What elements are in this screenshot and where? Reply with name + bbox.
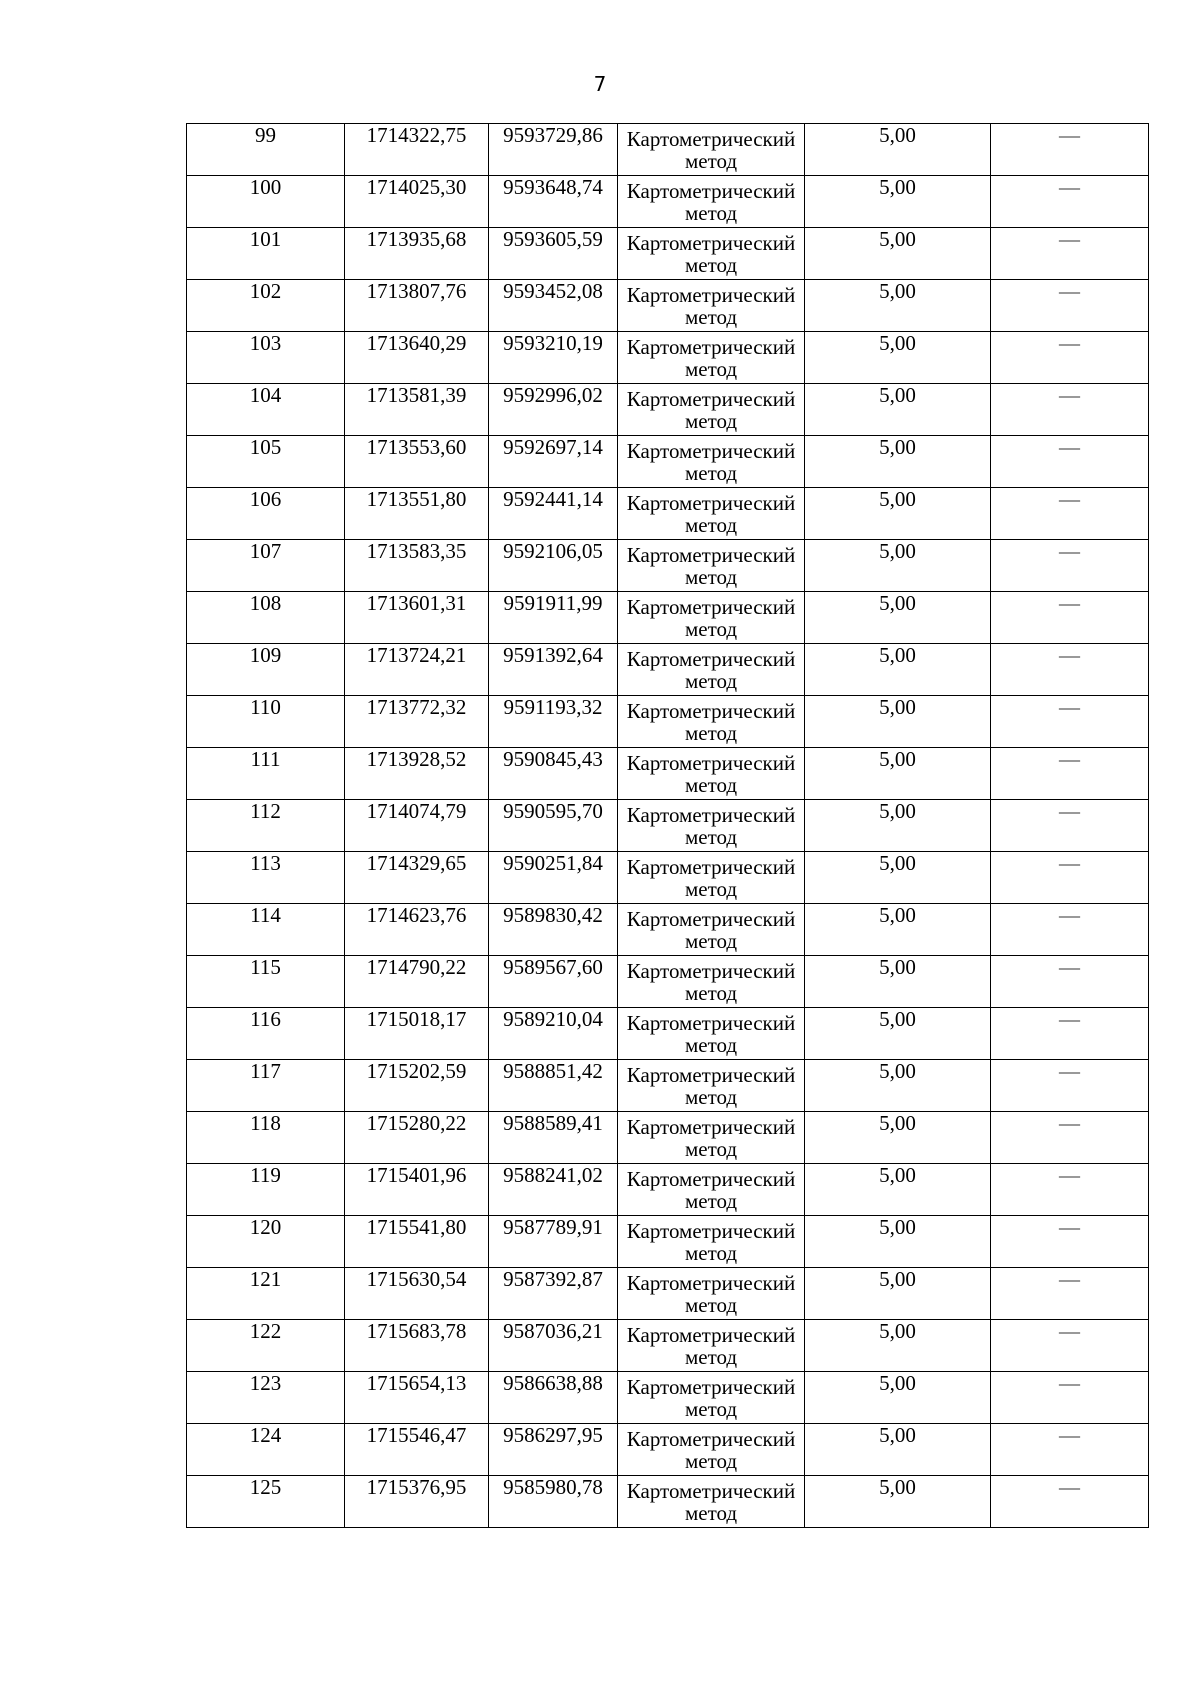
method-cell: Картометрический метод: [618, 1216, 805, 1268]
description-cell: —: [991, 1372, 1149, 1424]
x-coordinate-cell: 1713551,80: [345, 488, 489, 540]
point-number-cell: 118: [187, 1112, 345, 1164]
point-number-cell: 108: [187, 592, 345, 644]
x-coordinate-cell: 1713928,52: [345, 748, 489, 800]
description-cell: —: [991, 748, 1149, 800]
table-row: [187, 228, 1149, 280]
table-row: [187, 176, 1149, 228]
point-number-cell: 112: [187, 800, 345, 852]
x-coordinate-cell: 1713772,32: [345, 696, 489, 748]
accuracy-cell: 5,00: [805, 1164, 991, 1216]
y-coordinate-cell: 9589567,60: [489, 956, 618, 1008]
point-number-cell: 109: [187, 644, 345, 696]
method-cell: Картометрический метод: [618, 904, 805, 956]
y-coordinate-cell: 9592441,14: [489, 488, 618, 540]
accuracy-cell: 5,00: [805, 176, 991, 228]
x-coordinate-cell: 1714074,79: [345, 800, 489, 852]
table-row: [187, 1476, 1149, 1528]
table-row: [187, 540, 1149, 592]
method-cell: Картометрический метод: [618, 124, 805, 176]
description-cell: —: [991, 280, 1149, 332]
table-row: [187, 904, 1149, 956]
method-cell: Картометрический метод: [618, 384, 805, 436]
x-coordinate-cell: 1713807,76: [345, 280, 489, 332]
x-coordinate-cell: 1714322,75: [345, 124, 489, 176]
accuracy-cell: 5,00: [805, 332, 991, 384]
y-coordinate-cell: 9591193,32: [489, 696, 618, 748]
point-number-cell: 124: [187, 1424, 345, 1476]
x-coordinate-cell: 1715630,54: [345, 1268, 489, 1320]
point-number-cell: 110: [187, 696, 345, 748]
description-cell: —: [991, 956, 1149, 1008]
x-coordinate-cell: 1714025,30: [345, 176, 489, 228]
point-number-cell: 105: [187, 436, 345, 488]
point-number-cell: 123: [187, 1372, 345, 1424]
description-cell: —: [991, 1424, 1149, 1476]
method-cell: Картометрический метод: [618, 1320, 805, 1372]
description-cell: —: [991, 1476, 1149, 1528]
y-coordinate-cell: 9593605,59: [489, 228, 618, 280]
point-number-cell: 111: [187, 748, 345, 800]
point-number-cell: 121: [187, 1268, 345, 1320]
y-coordinate-cell: 9588241,02: [489, 1164, 618, 1216]
accuracy-cell: 5,00: [805, 1008, 991, 1060]
method-cell: Картометрический метод: [618, 1060, 805, 1112]
table-row: [187, 436, 1149, 488]
y-coordinate-cell: 9589210,04: [489, 1008, 618, 1060]
point-number-cell: 122: [187, 1320, 345, 1372]
y-coordinate-cell: 9587392,87: [489, 1268, 618, 1320]
table-row: [187, 384, 1149, 436]
accuracy-cell: 5,00: [805, 124, 991, 176]
method-cell: Картометрический метод: [618, 540, 805, 592]
method-cell: Картометрический метод: [618, 1268, 805, 1320]
method-cell: Картометрический метод: [618, 1424, 805, 1476]
description-cell: —: [991, 1060, 1149, 1112]
description-cell: —: [991, 852, 1149, 904]
table-row: [187, 1008, 1149, 1060]
point-number-cell: 125: [187, 1476, 345, 1528]
table-row: [187, 956, 1149, 1008]
x-coordinate-cell: 1713724,21: [345, 644, 489, 696]
y-coordinate-cell: 9591392,64: [489, 644, 618, 696]
description-cell: —: [991, 332, 1149, 384]
table-row: [187, 592, 1149, 644]
description-cell: —: [991, 436, 1149, 488]
table-row: [187, 1060, 1149, 1112]
y-coordinate-cell: 9592996,02: [489, 384, 618, 436]
method-cell: Картометрический метод: [618, 1476, 805, 1528]
table-row: [187, 1372, 1149, 1424]
point-number-cell: 102: [187, 280, 345, 332]
y-coordinate-cell: 9588851,42: [489, 1060, 618, 1112]
y-coordinate-cell: 9589830,42: [489, 904, 618, 956]
method-cell: Картометрический метод: [618, 644, 805, 696]
accuracy-cell: 5,00: [805, 696, 991, 748]
table-row: [187, 1320, 1149, 1372]
description-cell: —: [991, 384, 1149, 436]
description-cell: —: [991, 904, 1149, 956]
accuracy-cell: 5,00: [805, 384, 991, 436]
page-number: 7: [593, 72, 607, 96]
point-number-cell: 115: [187, 956, 345, 1008]
x-coordinate-cell: 1715376,95: [345, 1476, 489, 1528]
point-number-cell: 119: [187, 1164, 345, 1216]
y-coordinate-cell: 9587789,91: [489, 1216, 618, 1268]
table-row: [187, 332, 1149, 384]
description-cell: —: [991, 124, 1149, 176]
accuracy-cell: 5,00: [805, 592, 991, 644]
method-cell: Картометрический метод: [618, 800, 805, 852]
table-row: [187, 280, 1149, 332]
method-cell: Картометрический метод: [618, 228, 805, 280]
coordinates-table: [186, 123, 1149, 1528]
accuracy-cell: 5,00: [805, 280, 991, 332]
point-number-cell: 104: [187, 384, 345, 436]
description-cell: —: [991, 1320, 1149, 1372]
method-cell: Картометрический метод: [618, 332, 805, 384]
x-coordinate-cell: 1713583,35: [345, 540, 489, 592]
y-coordinate-cell: 9593210,19: [489, 332, 618, 384]
accuracy-cell: 5,00: [805, 488, 991, 540]
method-cell: Картометрический метод: [618, 696, 805, 748]
accuracy-cell: 5,00: [805, 1372, 991, 1424]
accuracy-cell: 5,00: [805, 1424, 991, 1476]
y-coordinate-cell: 9585980,78: [489, 1476, 618, 1528]
table-row: [187, 1268, 1149, 1320]
x-coordinate-cell: 1713640,29: [345, 332, 489, 384]
description-cell: —: [991, 1268, 1149, 1320]
x-coordinate-cell: 1715202,59: [345, 1060, 489, 1112]
y-coordinate-cell: 9591911,99: [489, 592, 618, 644]
x-coordinate-cell: 1713553,60: [345, 436, 489, 488]
point-number-cell: 101: [187, 228, 345, 280]
table-row: [187, 488, 1149, 540]
x-coordinate-cell: 1714790,22: [345, 956, 489, 1008]
point-number-cell: 99: [187, 124, 345, 176]
description-cell: —: [991, 696, 1149, 748]
accuracy-cell: 5,00: [805, 800, 991, 852]
x-coordinate-cell: 1713935,68: [345, 228, 489, 280]
table-row: [187, 800, 1149, 852]
y-coordinate-cell: 9592697,14: [489, 436, 618, 488]
description-cell: —: [991, 228, 1149, 280]
point-number-cell: 107: [187, 540, 345, 592]
description-cell: —: [991, 644, 1149, 696]
y-coordinate-cell: 9590595,70: [489, 800, 618, 852]
method-cell: Картометрический метод: [618, 1164, 805, 1216]
y-coordinate-cell: 9593729,86: [489, 124, 618, 176]
table-row: [187, 124, 1149, 176]
x-coordinate-cell: 1715401,96: [345, 1164, 489, 1216]
method-cell: Картометрический метод: [618, 1112, 805, 1164]
y-coordinate-cell: 9586297,95: [489, 1424, 618, 1476]
x-coordinate-cell: 1715280,22: [345, 1112, 489, 1164]
x-coordinate-cell: 1713581,39: [345, 384, 489, 436]
accuracy-cell: 5,00: [805, 228, 991, 280]
description-cell: —: [991, 540, 1149, 592]
description-cell: —: [991, 1164, 1149, 1216]
method-cell: Картометрический метод: [618, 1372, 805, 1424]
accuracy-cell: 5,00: [805, 644, 991, 696]
y-coordinate-cell: 9593648,74: [489, 176, 618, 228]
x-coordinate-cell: 1715683,78: [345, 1320, 489, 1372]
method-cell: Картометрический метод: [618, 280, 805, 332]
accuracy-cell: 5,00: [805, 852, 991, 904]
y-coordinate-cell: 9590251,84: [489, 852, 618, 904]
description-cell: —: [991, 592, 1149, 644]
method-cell: Картометрический метод: [618, 852, 805, 904]
x-coordinate-cell: 1715541,80: [345, 1216, 489, 1268]
accuracy-cell: 5,00: [805, 1216, 991, 1268]
point-number-cell: 117: [187, 1060, 345, 1112]
x-coordinate-cell: 1715654,13: [345, 1372, 489, 1424]
y-coordinate-cell: 9593452,08: [489, 280, 618, 332]
accuracy-cell: 5,00: [805, 436, 991, 488]
accuracy-cell: 5,00: [805, 1060, 991, 1112]
table-row: [187, 1424, 1149, 1476]
accuracy-cell: 5,00: [805, 540, 991, 592]
table-row: [187, 1164, 1149, 1216]
point-number-cell: 114: [187, 904, 345, 956]
x-coordinate-cell: 1714329,65: [345, 852, 489, 904]
description-cell: —: [991, 1008, 1149, 1060]
point-number-cell: 116: [187, 1008, 345, 1060]
table-row: [187, 748, 1149, 800]
table-row: [187, 644, 1149, 696]
description-cell: —: [991, 488, 1149, 540]
point-number-cell: 100: [187, 176, 345, 228]
x-coordinate-cell: 1715546,47: [345, 1424, 489, 1476]
method-cell: Картометрический метод: [618, 176, 805, 228]
table-row: [187, 696, 1149, 748]
method-cell: Картометрический метод: [618, 436, 805, 488]
description-cell: —: [991, 800, 1149, 852]
x-coordinate-cell: 1713601,31: [345, 592, 489, 644]
method-cell: Картометрический метод: [618, 1008, 805, 1060]
x-coordinate-cell: 1714623,76: [345, 904, 489, 956]
point-number-cell: 120: [187, 1216, 345, 1268]
y-coordinate-cell: 9592106,05: [489, 540, 618, 592]
y-coordinate-cell: 9586638,88: [489, 1372, 618, 1424]
y-coordinate-cell: 9587036,21: [489, 1320, 618, 1372]
table-row: [187, 852, 1149, 904]
y-coordinate-cell: 9588589,41: [489, 1112, 618, 1164]
method-cell: Картометрический метод: [618, 488, 805, 540]
description-cell: —: [991, 1112, 1149, 1164]
point-number-cell: 106: [187, 488, 345, 540]
accuracy-cell: 5,00: [805, 956, 991, 1008]
table-row: [187, 1112, 1149, 1164]
accuracy-cell: 5,00: [805, 1112, 991, 1164]
description-cell: —: [991, 176, 1149, 228]
description-cell: —: [991, 1216, 1149, 1268]
y-coordinate-cell: 9590845,43: [489, 748, 618, 800]
point-number-cell: 103: [187, 332, 345, 384]
accuracy-cell: 5,00: [805, 1320, 991, 1372]
method-cell: Картометрический метод: [618, 748, 805, 800]
accuracy-cell: 5,00: [805, 1476, 991, 1528]
accuracy-cell: 5,00: [805, 904, 991, 956]
table-body: [187, 124, 1149, 1528]
method-cell: Картометрический метод: [618, 956, 805, 1008]
table-row: [187, 1216, 1149, 1268]
accuracy-cell: 5,00: [805, 748, 991, 800]
point-number-cell: 113: [187, 852, 345, 904]
method-cell: Картометрический метод: [618, 592, 805, 644]
accuracy-cell: 5,00: [805, 1268, 991, 1320]
x-coordinate-cell: 1715018,17: [345, 1008, 489, 1060]
